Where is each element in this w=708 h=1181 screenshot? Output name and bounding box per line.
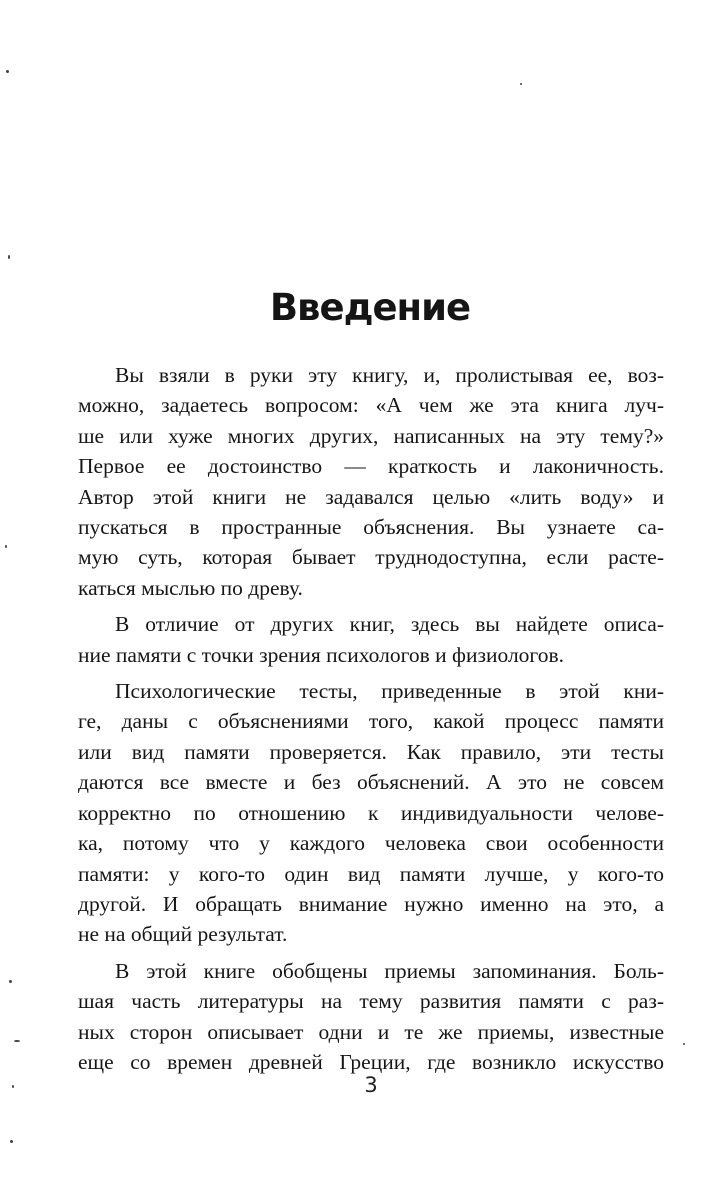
text-line: не на общий результат. [78, 922, 288, 947]
paragraph [78, 956, 664, 1078]
text-line: ных сторон описывает одни и те же приемы, известные [78, 1019, 664, 1044]
text-line: ка, потому что у каждого человека свои особенности [78, 831, 664, 856]
text-line: Автор этой книги не задавался целью «лить воду» и [78, 484, 664, 509]
paragraph [78, 609, 664, 670]
text-line: пускаться в пространные объяснения. Вы узнаете са- [78, 515, 664, 540]
text-line: еще со времен древней Греции, где возникло искусство [78, 1049, 664, 1074]
text-line: ге, даны с объяснениями того, какой процесс памяти [78, 709, 664, 734]
text-line: корректно по отношению к индивидуальности челове- [78, 800, 664, 825]
page-number: 3 [364, 1073, 378, 1097]
text-line: мую суть, которая бывает труднодоступна, если расте- [78, 545, 664, 570]
text-line: можно, задаетесь вопросом: «А чем же эта книга луч- [78, 393, 664, 418]
text-line: или вид памяти проверяется. Как правило, эти тесты [78, 739, 664, 764]
text-line: Вы взяли в руки эту книгу, и, пролистывая ее, воз- [115, 363, 664, 387]
paragraph [78, 360, 664, 603]
text-line: В отличие от других книг, здесь вы найдете описа- [115, 612, 664, 637]
text-line: памяти: у кого-то один вид памяти лучше, у кого-то [78, 861, 664, 886]
text-line: Первое ее достоинство — краткость и лаконичность. [78, 454, 664, 479]
body-text [78, 360, 664, 1077]
text-line: шая часть литературы на тему развития памяти с раз- [78, 989, 664, 1014]
text-line: ние памяти с точки зрения психологов и физиологов. [78, 642, 564, 667]
paragraph [78, 676, 664, 950]
text-line: Психологические тесты, приведенные в этой кни- [115, 679, 664, 704]
text-line: даются все вместе и без объяснений. А это не совсем [78, 770, 664, 795]
text-line: ше или хуже многих других, написанных на эту тему?» [78, 423, 664, 448]
text-line: каться мыслью по древу. [78, 575, 303, 600]
chapter-title: Введение [269, 286, 471, 329]
text-line: другой. И обращать внимание нужно именно на это, а [78, 891, 664, 916]
text-line: В этой книге обобщены приемы запоминания. Боль- [115, 958, 664, 983]
